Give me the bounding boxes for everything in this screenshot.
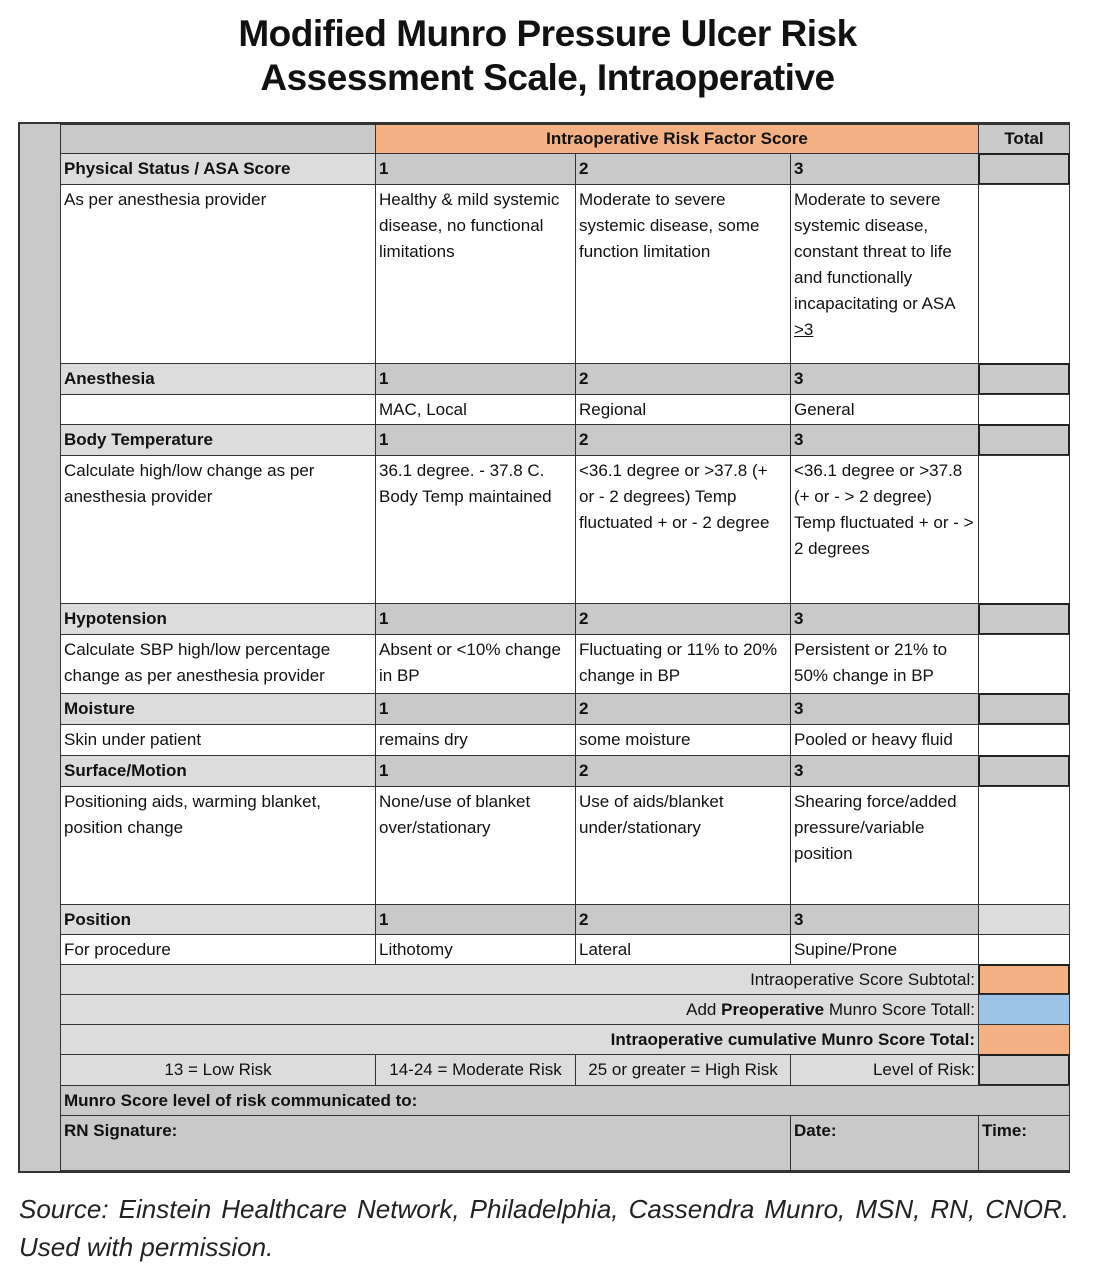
level-of-risk-label: Level of Risk: <box>790 1054 979 1086</box>
date-field[interactable]: Date: <box>790 1115 979 1171</box>
hypotension-desc-3: Persistent or 21% to 50% change in BP <box>790 634 979 694</box>
hypotension-desc-1: Absent or <10% change in BP <box>375 634 576 694</box>
subtotal-label: Intraoperative Score Subtotal: <box>60 964 979 995</box>
physical-score-3: 3 <box>790 153 979 185</box>
physical-total-box[interactable] <box>978 153 1070 185</box>
title-line-2: Assessment Scale, Intraoperative <box>260 57 835 98</box>
time-field[interactable]: Time: <box>978 1115 1070 1171</box>
hypotension-total-space <box>978 634 1070 694</box>
position-score-2: 2 <box>575 904 791 935</box>
anesthesia-total-box[interactable] <box>978 363 1070 395</box>
hypotension-score-2: 2 <box>575 603 791 635</box>
surface-score-2: 2 <box>575 755 791 787</box>
preop-prefix: Add <box>686 1000 722 1019</box>
position-label: Position <box>60 904 376 935</box>
physical-desc-3 <box>790 184 979 364</box>
moisture-score-2: 2 <box>575 693 791 725</box>
asa-threshold: >3 <box>794 320 814 339</box>
cumulative-box[interactable] <box>978 1024 1070 1055</box>
temperature-score-3: 3 <box>790 424 979 456</box>
temperature-label: Body Temperature <box>60 424 376 456</box>
temperature-total-box[interactable] <box>978 424 1070 456</box>
moisture-desc-2: some moisture <box>575 724 791 756</box>
anesthesia-desc-3: General <box>790 394 979 425</box>
score-header: Intraoperative Risk Factor Score <box>375 124 979 154</box>
physical-score-1: 1 <box>375 153 576 185</box>
physical-total-space <box>978 184 1070 364</box>
position-score-1: 1 <box>375 904 576 935</box>
position-desc-3: Supine/Prone <box>790 934 979 965</box>
surface-desc-2: Use of aids/blanket under/stationary <box>575 786 791 905</box>
moderate-risk: 14-24 = Moderate Risk <box>375 1054 576 1086</box>
page-title <box>0 12 1095 100</box>
surface-label: Surface/Motion <box>60 755 376 787</box>
moisture-desc-3: Pooled or heavy fluid <box>790 724 979 756</box>
level-of-risk-box[interactable] <box>978 1054 1070 1086</box>
physical-desc-2: Moderate to severe systemic disease, some function limitation <box>575 184 791 364</box>
surface-score-1: 1 <box>375 755 576 787</box>
surface-score-3: 3 <box>790 755 979 787</box>
anesthesia-score-3: 3 <box>790 363 979 395</box>
preop-bold: Preoperative <box>721 1000 825 1019</box>
moisture-score-1: 1 <box>375 693 576 725</box>
rn-signature[interactable]: RN Signature: <box>60 1115 791 1171</box>
surface-desc-3: Shearing force/added pressure/variable position <box>790 786 979 905</box>
moisture-desc-1: remains dry <box>375 724 576 756</box>
temperature-desc: Calculate high/low change as per anesthesia provider <box>60 455 376 604</box>
moisture-label: Moisture <box>60 693 376 725</box>
hypotension-desc-2: Fluctuating or 11% to 20% change in BP <box>575 634 791 694</box>
anesthesia-label: Anesthesia <box>60 363 376 395</box>
temperature-score-1: 1 <box>375 424 576 456</box>
physical-label: Physical Status / ASA Score <box>60 153 376 185</box>
hypotension-score-3: 3 <box>790 603 979 635</box>
hypotension-desc: Calculate SBP high/low percentage change as per anesthesia provider <box>60 634 376 694</box>
position-total-space <box>978 934 1070 965</box>
hypotension-score-1: 1 <box>375 603 576 635</box>
anesthesia-desc-2: Regional <box>575 394 791 425</box>
physical-score-2: 2 <box>575 153 791 185</box>
position-desc-2: Lateral <box>575 934 791 965</box>
assessment-form <box>18 122 1070 1173</box>
surface-desc: Positioning aids, warming blanket, position change <box>60 786 376 905</box>
position-total-box[interactable] <box>978 904 1070 935</box>
anesthesia-score-2: 2 <box>575 363 791 395</box>
communicated-label: Munro Score level of risk communicated to: <box>64 1091 418 1110</box>
position-desc-1: Lithotomy <box>375 934 576 965</box>
preop-suffix: Munro Score Totall: <box>824 1000 975 1019</box>
surface-total-space <box>978 786 1070 905</box>
high-risk: 25 or greater = High Risk <box>575 1054 791 1086</box>
moisture-desc: Skin under patient <box>60 724 376 756</box>
low-risk: 13 = Low Risk <box>60 1054 376 1086</box>
total-header: Total <box>978 124 1070 154</box>
temperature-desc-3: <36.1 degree or >37.8 (+ or - > 2 degree) Temp fluctuated + or - > 2 degrees <box>790 455 979 604</box>
surface-total-box[interactable] <box>978 755 1070 787</box>
subtotal-box[interactable] <box>978 964 1070 995</box>
preop-box[interactable] <box>978 994 1070 1025</box>
physical-desc: As per anesthesia provider <box>60 184 376 364</box>
hypotension-total-box[interactable] <box>978 603 1070 635</box>
temperature-score-2: 2 <box>575 424 791 456</box>
moisture-total-box[interactable] <box>978 693 1070 725</box>
temperature-desc-1: 36.1 degree. - 37.8 C. Body Temp maintained <box>375 455 576 604</box>
surface-desc-1: None/use of blanket over/stationary <box>375 786 576 905</box>
hypotension-label: Hypotension <box>60 603 376 635</box>
moisture-score-3: 3 <box>790 693 979 725</box>
temperature-total-space <box>978 455 1070 604</box>
title-line-1: Modified Munro Pressure Ulcer Risk <box>238 13 857 54</box>
position-desc: For procedure <box>60 934 376 965</box>
cumulative-label: Intraoperative cumulative Munro Score Total: <box>60 1024 979 1055</box>
moisture-total-space <box>978 724 1070 756</box>
anesthesia-desc-1: MAC, Local <box>375 394 576 425</box>
source-caption: Source: Einstein Healthcare Network, Philadelphia, Cassendra Munro, MSN, RN, CNOR. Used with permission. <box>19 1194 1069 1262</box>
anesthesia-desc <box>60 394 376 425</box>
temperature-desc-2: <36.1 degree or >37.8 (+ or - 2 degrees) Temp fluctuated + or - 2 degree <box>575 455 791 604</box>
physical-desc-1: Healthy & mild systemic disease, no functional limitations <box>375 184 576 364</box>
header-blank <box>60 124 376 154</box>
anesthesia-score-1: 1 <box>375 363 576 395</box>
position-score-3: 3 <box>790 904 979 935</box>
preop-label <box>60 994 979 1025</box>
anesthesia-total-space <box>978 394 1070 425</box>
communicated-row <box>60 1085 1070 1116</box>
physical-desc-3-text: Moderate to severe systemic disease, constant threat to life and functionally incapacitating or ASA <box>794 190 955 313</box>
